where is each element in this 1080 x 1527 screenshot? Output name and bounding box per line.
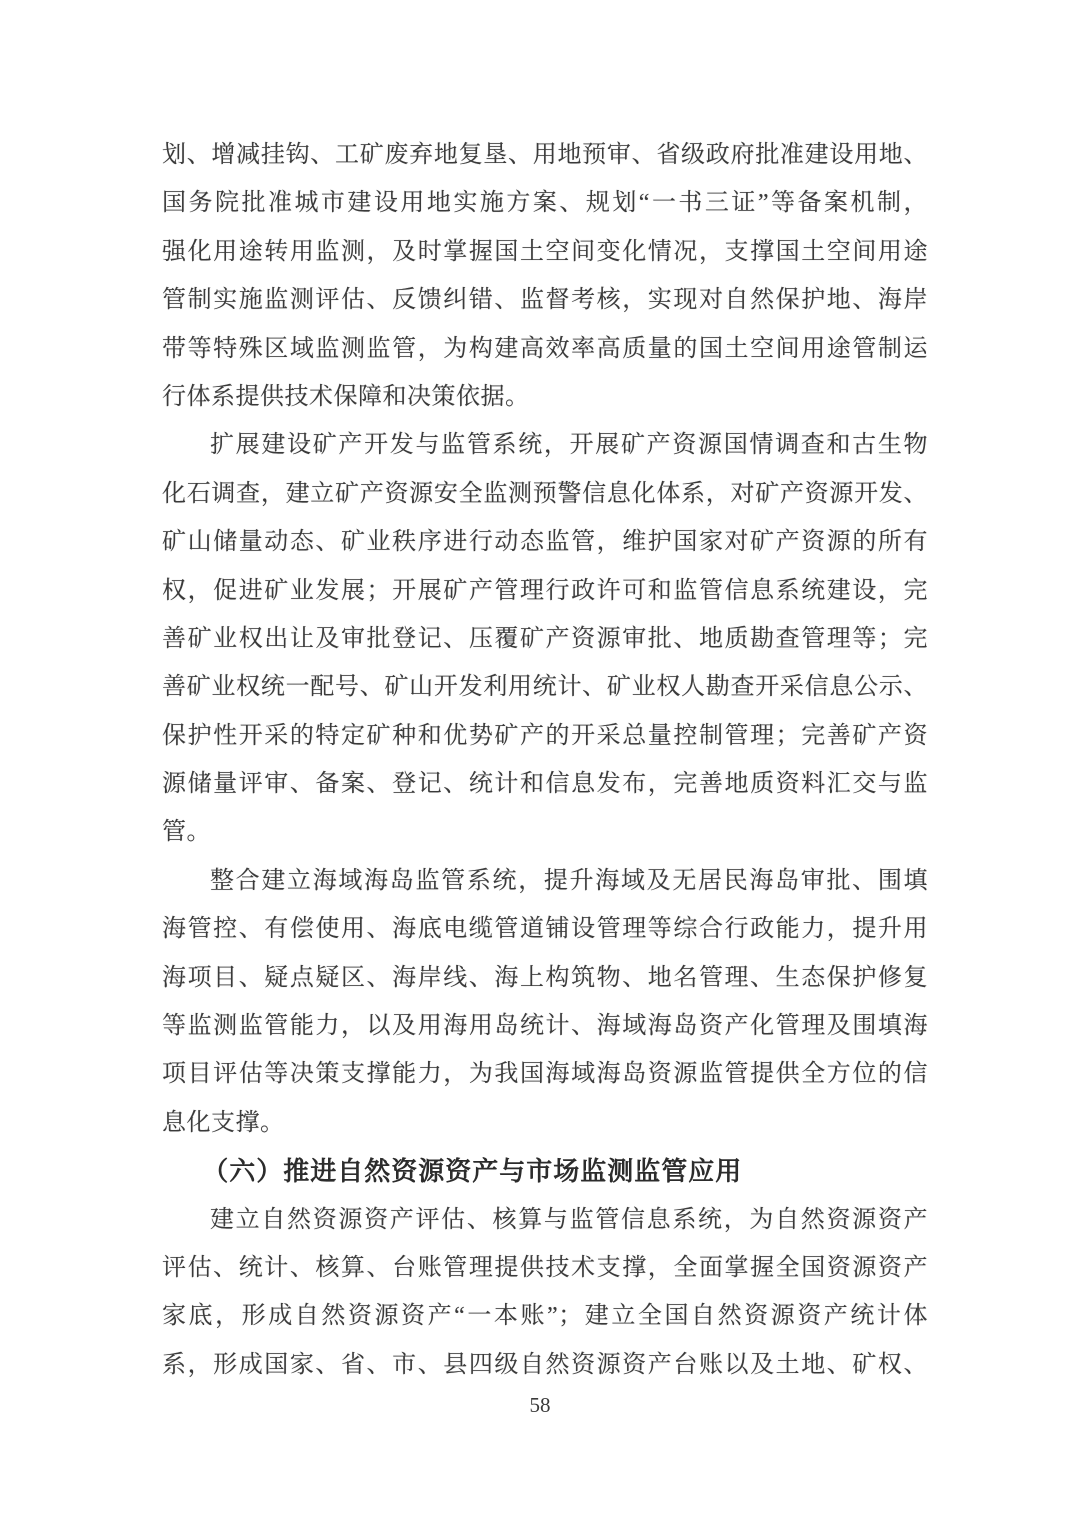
text-line: 评估、统计、核算、台账管理提供技术支撑，全面掌握全国资源资产: [162, 1254, 928, 1281]
text-line: 行体系提供技术保障和决策依据。: [162, 383, 530, 410]
text-line: 管制实施监测评估、反馈纠错、监督考核，实现对自然保护地、海岸: [162, 287, 928, 314]
text-line: 国务院批准城市建设用地实施方案、规划“一书三证”等备案机制，: [162, 190, 928, 217]
text-line: 善矿业权出让及审批登记、压覆矿产资源审批、地质勘查管理等；完: [162, 625, 928, 652]
text-line: 矿山储量动态、矿业秩序进行动态监管，维护国家对矿产资源的所有: [162, 529, 928, 556]
text-line: 海管控、有偿使用、海底电缆管道铺设管理等综合行政能力，提升用: [162, 916, 928, 943]
document-body: [162, 131, 928, 1389]
text-line: 系，形成国家、省、市、县四级自然资源资产台账以及土地、矿权、: [162, 1351, 928, 1378]
text-line: 建立自然资源资产评估、核算与监管信息系统，为自然资源资产: [210, 1206, 928, 1233]
text-line: 划、增减挂钩、工矿废弃地复垦、用地预审、省级政府批准建设用地、: [162, 142, 928, 168]
text-line: 善矿业权统一配号、矿山开发利用统计、矿业权人勘查开采信息公示、: [162, 674, 928, 701]
text-line: 息化支撑。: [162, 1109, 285, 1136]
text-line: 强化用途转用监测，及时掌握国土空间变化情况，支撑国土空间用途: [162, 238, 928, 265]
text-line: 等监测监管能力，以及用海用岛统计、海域海岛资产化管理及围填海: [162, 1013, 928, 1040]
text-line: 化石调查，建立矿产资源安全监测预警信息化体系，对矿产资源开发、: [162, 480, 928, 507]
text-line: 整合建立海域海岛监管系统，提升海域及无居民海岛审批、围填: [210, 867, 928, 894]
text-line: 家底，形成自然资源资产“一本账”；建立全国自然资源资产统计体: [162, 1303, 928, 1330]
text-line: 项目评估等决策支撑能力，为我国海域海岛资源监管提供全方位的信: [162, 1061, 928, 1088]
text-line: 权，促进矿业发展；开展矿产管理行政许可和监管信息系统建设，完: [162, 577, 928, 604]
text-line: 管。: [162, 819, 211, 846]
page-number: 58: [529, 1393, 551, 1417]
text-line: 扩展建设矿产开发与监管系统，开展矿产资源国情调查和古生物: [210, 432, 928, 459]
text-line: 海项目、疑点疑区、海岸线、海上构筑物、地名管理、生态保护修复: [162, 964, 928, 991]
text-line: 保护性开采的特定矿种和优势矿产的开采总量控制管理；完善矿产资: [162, 722, 928, 749]
text-line: 带等特殊区域监测监管，为构建高效率高质量的国土空间用途管制运: [162, 335, 928, 362]
section-heading: （六）推进自然资源资产与市场监测监管应用: [202, 1156, 743, 1187]
text-line: 源储量评审、备案、登记、统计和信息发布，完善地质资料汇交与监: [162, 771, 928, 798]
